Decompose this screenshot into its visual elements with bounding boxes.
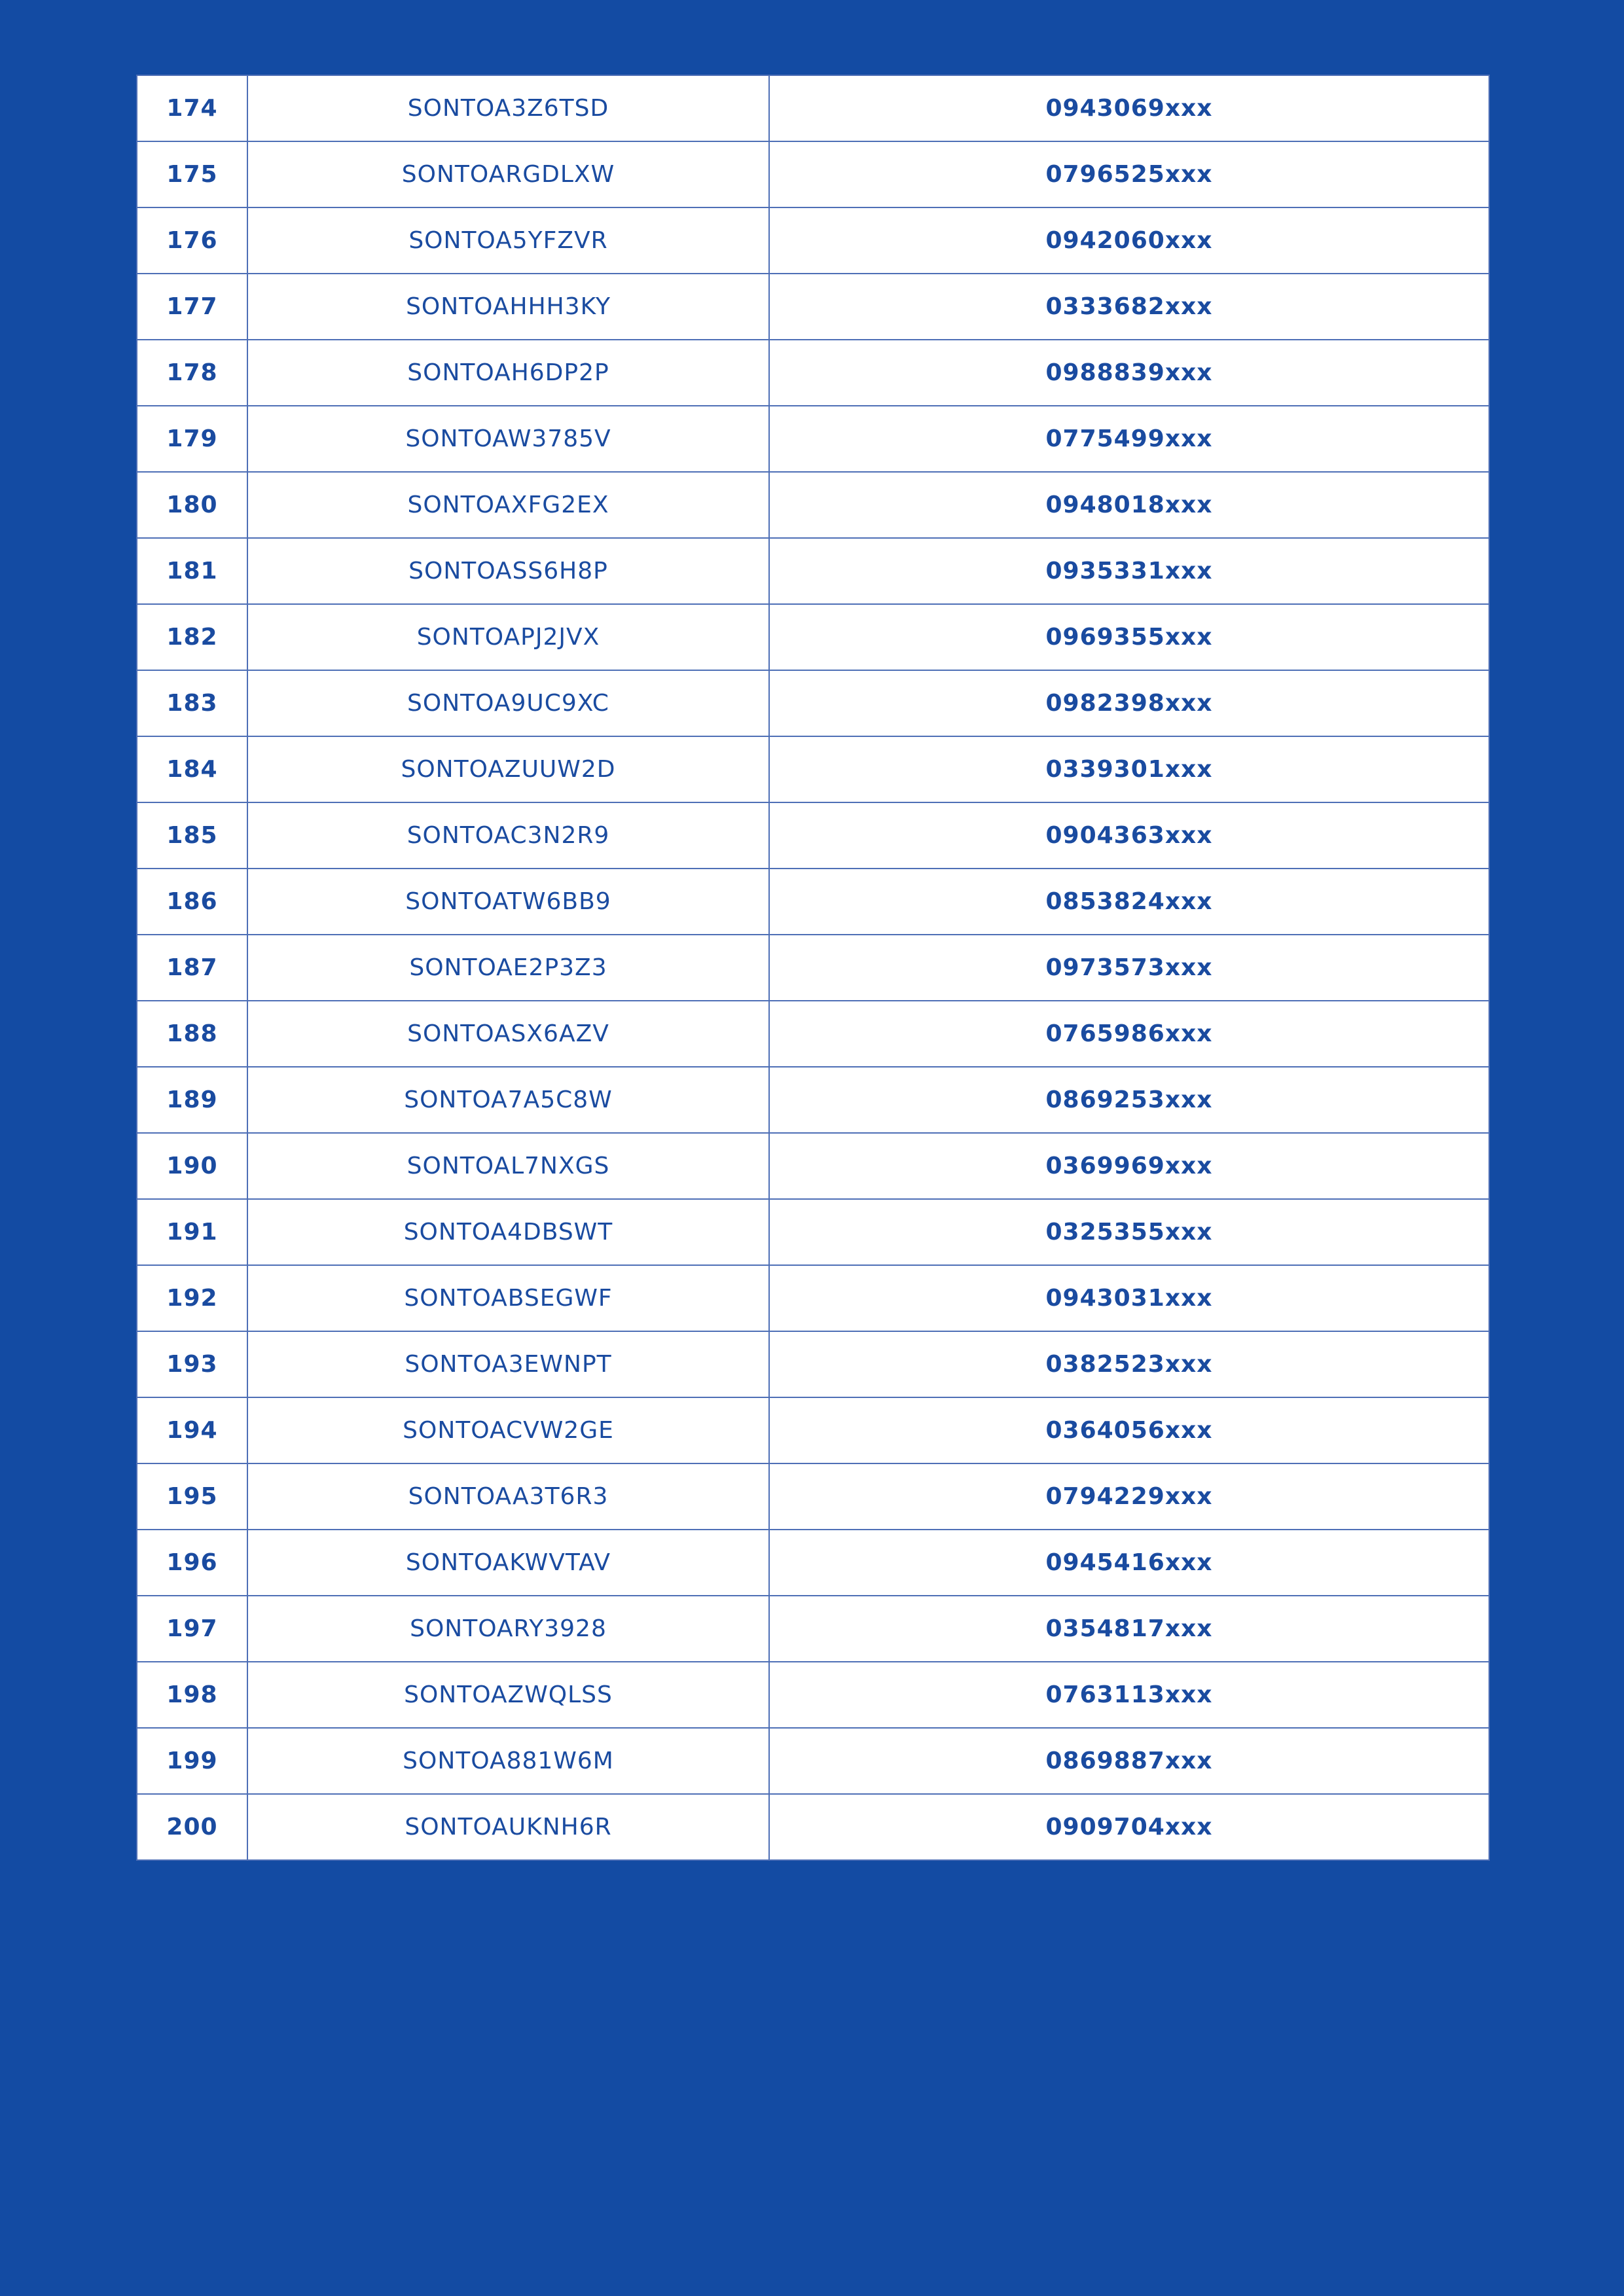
row-index-cell: 192 [137, 1265, 247, 1331]
row-index-cell: 196 [137, 1530, 247, 1596]
phone-cell: 0945416xxx [769, 1530, 1489, 1596]
code-cell: SONTOAUKNH6R [247, 1794, 769, 1860]
row-index-cell: 186 [137, 869, 247, 935]
table-row [137, 1397, 1489, 1463]
code-cell: SONTOABSEGWF [247, 1265, 769, 1331]
code-cell: SONTOAZWQLSS [247, 1662, 769, 1728]
table-row [137, 670, 1489, 736]
phone-cell: 0909704xxx [769, 1794, 1489, 1860]
code-cell: SONTOAZUUW2D [247, 736, 769, 802]
table-row [137, 340, 1489, 406]
code-cell: SONTOA881W6M [247, 1728, 769, 1794]
code-cell: SONTOAW3785V [247, 406, 769, 472]
phone-cell: 0948018xxx [769, 472, 1489, 538]
code-cell: SONTOAA3T6R3 [247, 1463, 769, 1530]
code-cell: SONTOAH6DP2P [247, 340, 769, 406]
phone-cell: 0904363xxx [769, 802, 1489, 869]
row-index-cell: 182 [137, 604, 247, 670]
phone-cell: 0853824xxx [769, 869, 1489, 935]
code-cell: SONTOASS6H8P [247, 538, 769, 604]
table-row [137, 1067, 1489, 1133]
phone-cell: 0369969xxx [769, 1133, 1489, 1199]
phone-cell: 0942060xxx [769, 207, 1489, 274]
table-row [137, 869, 1489, 935]
code-cell: SONTOACVW2GE [247, 1397, 769, 1463]
table-row [137, 472, 1489, 538]
table-row [137, 935, 1489, 1001]
row-index-cell: 181 [137, 538, 247, 604]
row-index-cell: 197 [137, 1596, 247, 1662]
row-index-cell: 195 [137, 1463, 247, 1530]
phone-cell: 0943069xxx [769, 75, 1489, 141]
row-index-cell: 193 [137, 1331, 247, 1397]
phone-cell: 0988839xxx [769, 340, 1489, 406]
table-row [137, 1133, 1489, 1199]
row-index-cell: 189 [137, 1067, 247, 1133]
phone-cell: 0763113xxx [769, 1662, 1489, 1728]
row-index-cell: 175 [137, 141, 247, 207]
code-cell: SONTOATW6BB9 [247, 869, 769, 935]
phone-cell: 0339301xxx [769, 736, 1489, 802]
code-cell: SONTOA5YFZVR [247, 207, 769, 274]
table-row [137, 406, 1489, 472]
table-row [137, 141, 1489, 207]
row-index-cell: 190 [137, 1133, 247, 1199]
row-index-cell: 184 [137, 736, 247, 802]
phone-cell: 0325355xxx [769, 1199, 1489, 1265]
code-cell: SONTOAE2P3Z3 [247, 935, 769, 1001]
table-row [137, 1530, 1489, 1596]
phone-cell: 0869253xxx [769, 1067, 1489, 1133]
phone-cell: 0364056xxx [769, 1397, 1489, 1463]
table-row [137, 1001, 1489, 1067]
code-cell: SONTOAXFG2EX [247, 472, 769, 538]
row-index-cell: 198 [137, 1662, 247, 1728]
table-row [137, 1728, 1489, 1794]
table-row [137, 1596, 1489, 1662]
table-row [137, 1199, 1489, 1265]
row-index-cell: 178 [137, 340, 247, 406]
table-row [137, 1794, 1489, 1860]
table-row [137, 274, 1489, 340]
row-index-cell: 200 [137, 1794, 247, 1860]
code-cell: SONTOA9UC9XC [247, 670, 769, 736]
code-cell: SONTOA3EWNPT [247, 1331, 769, 1397]
row-index-cell: 194 [137, 1397, 247, 1463]
code-cell: SONTOAC3N2R9 [247, 802, 769, 869]
phone-cell: 0969355xxx [769, 604, 1489, 670]
table-body [137, 75, 1489, 1860]
row-index-cell: 199 [137, 1728, 247, 1794]
row-index-cell: 176 [137, 207, 247, 274]
phone-cell: 0382523xxx [769, 1331, 1489, 1397]
phone-cell: 0333682xxx [769, 274, 1489, 340]
phone-cell: 0796525xxx [769, 141, 1489, 207]
code-cell: SONTOAL7NXGS [247, 1133, 769, 1199]
phone-cell: 0775499xxx [769, 406, 1489, 472]
table-row [137, 1331, 1489, 1397]
row-index-cell: 183 [137, 670, 247, 736]
row-index-cell: 185 [137, 802, 247, 869]
code-cell: SONTOA4DBSWT [247, 1199, 769, 1265]
row-index-cell: 174 [137, 75, 247, 141]
table-row [137, 538, 1489, 604]
results-table [136, 75, 1490, 1861]
code-cell: SONTOARGDLXW [247, 141, 769, 207]
phone-cell: 0935331xxx [769, 538, 1489, 604]
row-index-cell: 191 [137, 1199, 247, 1265]
code-cell: SONTOA3Z6TSD [247, 75, 769, 141]
code-cell: SONTOAHHH3KY [247, 274, 769, 340]
phone-cell: 0943031xxx [769, 1265, 1489, 1331]
table-row [137, 604, 1489, 670]
row-index-cell: 179 [137, 406, 247, 472]
row-index-cell: 187 [137, 935, 247, 1001]
table-row [137, 1463, 1489, 1530]
phone-cell: 0794229xxx [769, 1463, 1489, 1530]
phone-cell: 0869887xxx [769, 1728, 1489, 1794]
code-cell: SONTOA7A5C8W [247, 1067, 769, 1133]
table-row [137, 1265, 1489, 1331]
phone-cell: 0973573xxx [769, 935, 1489, 1001]
phone-cell: 0765986xxx [769, 1001, 1489, 1067]
row-index-cell: 180 [137, 472, 247, 538]
row-index-cell: 177 [137, 274, 247, 340]
phone-cell: 0354817xxx [769, 1596, 1489, 1662]
phone-cell: 0982398xxx [769, 670, 1489, 736]
row-index-cell: 188 [137, 1001, 247, 1067]
code-cell: SONTOAKWVTAV [247, 1530, 769, 1596]
table-row [137, 207, 1489, 274]
table-row [137, 75, 1489, 141]
code-cell: SONTOARY3928 [247, 1596, 769, 1662]
table-row [137, 1662, 1489, 1728]
table-row [137, 736, 1489, 802]
code-cell: SONTOASX6AZV [247, 1001, 769, 1067]
table-row [137, 802, 1489, 869]
code-cell: SONTOAPJ2JVX [247, 604, 769, 670]
